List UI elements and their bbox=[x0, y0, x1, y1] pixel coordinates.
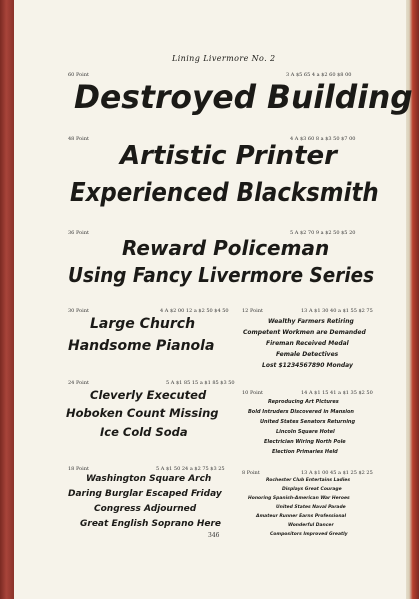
specimen-line: Ice Cold Soda bbox=[100, 425, 188, 439]
specimen-line: Rochester Club Entertains Ladies bbox=[266, 478, 351, 483]
size-label: 8 Point bbox=[242, 470, 260, 476]
specimen-line: Destroyed Building bbox=[74, 78, 413, 116]
specimen-line: United States Senators Returning bbox=[260, 419, 356, 425]
size-label: 60 Point bbox=[68, 72, 89, 78]
specimen-line: Honoring Spanish-American War Heroes bbox=[248, 496, 350, 501]
specimen-line: Bold Intruders Discovered in Mansion bbox=[248, 409, 354, 415]
specimen-line: Congress Adjourned bbox=[94, 504, 197, 514]
specimen-line: Fireman Received Medal bbox=[266, 340, 349, 347]
specimen-line: Experienced Blacksmith bbox=[70, 178, 379, 208]
size-label: 30 Point bbox=[68, 308, 89, 314]
specimen-line: Compositors Improved Greatly bbox=[270, 532, 348, 537]
specimen-line: Great English Soprano Here bbox=[80, 519, 222, 529]
specimen-line: Displays Great Courage bbox=[282, 487, 342, 492]
price-label: 13 A $1 30 40 a $1 55 $2 75 bbox=[301, 308, 373, 314]
specimen-line: Handsome Pianola bbox=[68, 338, 215, 354]
page-number: 346 bbox=[208, 532, 220, 539]
specimen-line: Election Primaries Held bbox=[272, 449, 338, 455]
price-label: 3 A $5 65 4 a $2 60 $8 00 bbox=[286, 72, 352, 78]
specimen-line: Hoboken Count Missing bbox=[66, 406, 219, 420]
specimen-line: Washington Square Arch bbox=[86, 474, 212, 484]
book-spine bbox=[0, 0, 14, 599]
specimen-line: Cleverly Executed bbox=[90, 388, 207, 402]
specimen-line: Reward Policeman bbox=[122, 236, 330, 260]
price-label: 4 A $3 60 8 a $3 50 $7 00 bbox=[290, 136, 356, 142]
specimen-line: Lost $1234567890 Monday bbox=[262, 362, 353, 369]
specimen-line: Reproducing Art Pictures bbox=[268, 399, 339, 405]
price-label: 13 A $1 00 45 a $1 25 $2 25 bbox=[301, 470, 373, 476]
specimen-line: Using Fancy Livermore Series bbox=[68, 263, 375, 287]
size-label: 18 Point bbox=[68, 466, 89, 472]
specimen-line: Artistic Printer bbox=[120, 141, 337, 171]
price-label: 4 A $2 00 12 a $2 50 $4 50 bbox=[160, 308, 229, 314]
price-label: 14 A $1 15 41 a $1 35 $2 50 bbox=[301, 390, 373, 396]
specimen-line: Competent Workmen are Demanded bbox=[243, 329, 366, 336]
specimen-line: Wealthy Farmers Retiring bbox=[268, 318, 354, 325]
size-label: 10 Point bbox=[242, 390, 263, 396]
size-label: 36 Point bbox=[68, 230, 89, 236]
specimen-line: Lincoln Square Hotel bbox=[276, 429, 335, 435]
specimen-page bbox=[14, 0, 413, 599]
specimen-line: Female Detectives bbox=[276, 351, 339, 358]
size-label: 48 Point bbox=[68, 136, 89, 142]
size-label: 24 Point bbox=[68, 380, 89, 386]
price-label: 5 A $2 70 9 a $2 50 $5 20 bbox=[290, 230, 356, 236]
page-header: Lining Livermore No. 2 bbox=[172, 54, 276, 63]
price-label: 5 A $1 50 24 a $2 75 $3 25 bbox=[156, 466, 225, 472]
specimen-line: Electrician Wiring North Pole bbox=[264, 439, 346, 445]
specimen-line: Large Church bbox=[90, 316, 196, 332]
price-label: 5 A $1 85 15 a $1 85 $3 50 bbox=[166, 380, 235, 386]
specimen-line: Wonderful Dancer bbox=[288, 523, 334, 528]
size-label: 12 Point bbox=[242, 308, 263, 314]
specimen-line: Amateur Runner Earns Professional bbox=[256, 514, 347, 519]
specimen-line: Daring Burglar Escaped Friday bbox=[68, 489, 222, 499]
specimen-line: United States Naval Parade bbox=[276, 505, 346, 510]
